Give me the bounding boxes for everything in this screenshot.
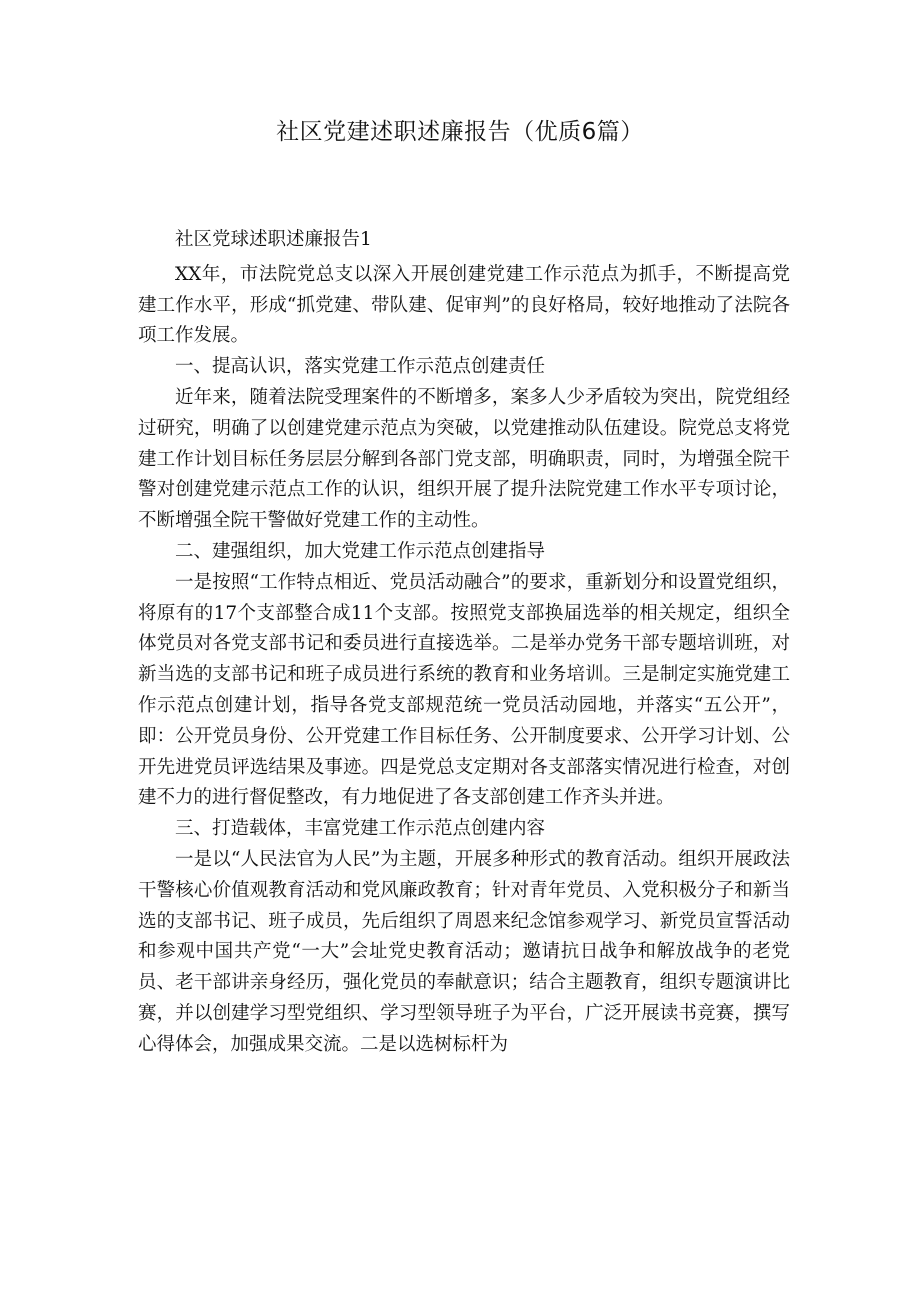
report-subtitle: 社区党球述职述廉报告1 — [175, 229, 372, 250]
section-2-paragraph: 一是按照“工作特点相近、党员活动融合”的要求，重新划分和设置党组织，将原有的17个支部整合成11个支部。按照党支部换届选举的相关规定，组织全体党员对各党支部书记和委员进行直接选举。二是举办党务干部专题培训班，对新当选的支部书记和班子成员进行系统的教育和业务培训。三是制定实施党建工作示范点创建计划，指导各党支部规范统一党员活动园地，并落实“五公开”，即：公开党员身份、公开党建工作目标任务、公开制度要求、公开学习计划、公开先进党员评选结果及事迹。四是党总支定期对各支部落实情况进行检查，对创建不力的进行督促整改，有力地促进了各支部创建工作齐头并进。 — [138, 571, 790, 809]
document-title: 社区党建述职述廉报告（优质6篇） — [276, 119, 644, 145]
section-3-paragraph: 一是以“人民法官为人民”为主题，开展多种形式的教育活动。组织开展政法干警核心价值观教育活动和党风廉政教育；针对青年党员、入党积极分子和新当选的支部书记、班子成员，先后组织了周恩来纪念馆参观学习、新党员宣誓活动和参观中国共产党“一大”会址党史教育活动；邀请抗日战争和解放战争的老党员、老干部讲亲身经历，强化党员的奉献意识；结合主题教育，组织专题演讲比赛，并以创建学习型党组织、学习型领导班子为平台，广泛开展读书竞赛，撰写心得体会，加强成果交流。二是以选树标杆为 — [138, 848, 790, 1055]
section-heading-3: 三、打造载体，丰富党建工作示范点创建内容 — [175, 818, 546, 840]
intro-paragraph: XX年，市法院党总支以深入开展创建党建工作示范点为抓手，不断提高党建工作水平，形成“抓党建、带队建、促审判”的良好格局，较好地推动了法院各项工作发展。 — [138, 263, 790, 347]
section-1-paragraph: 近年来，随着法院受理案件的不断增多，案多人少矛盾较为突出，院党组经过研究，明确了以创建党建示范点为突破，以党建推动队伍建设。院党总支将党建工作计划目标任务层层分解到各部门党支部，明确职责，同时，为增强全院干警对创建党建示范点工作的认识，组织开展了提升法院党建工作水平专项讨论，不断增强全院干警做好党建工作的主动性。 — [138, 386, 790, 532]
document-body — [138, 225, 790, 1061]
section-heading-1: 一、提高认识，落实党建工作示范点创建责任 — [175, 356, 546, 378]
section-heading-2: 二、建强组织，加大党建工作示范点创建指导 — [175, 540, 546, 562]
